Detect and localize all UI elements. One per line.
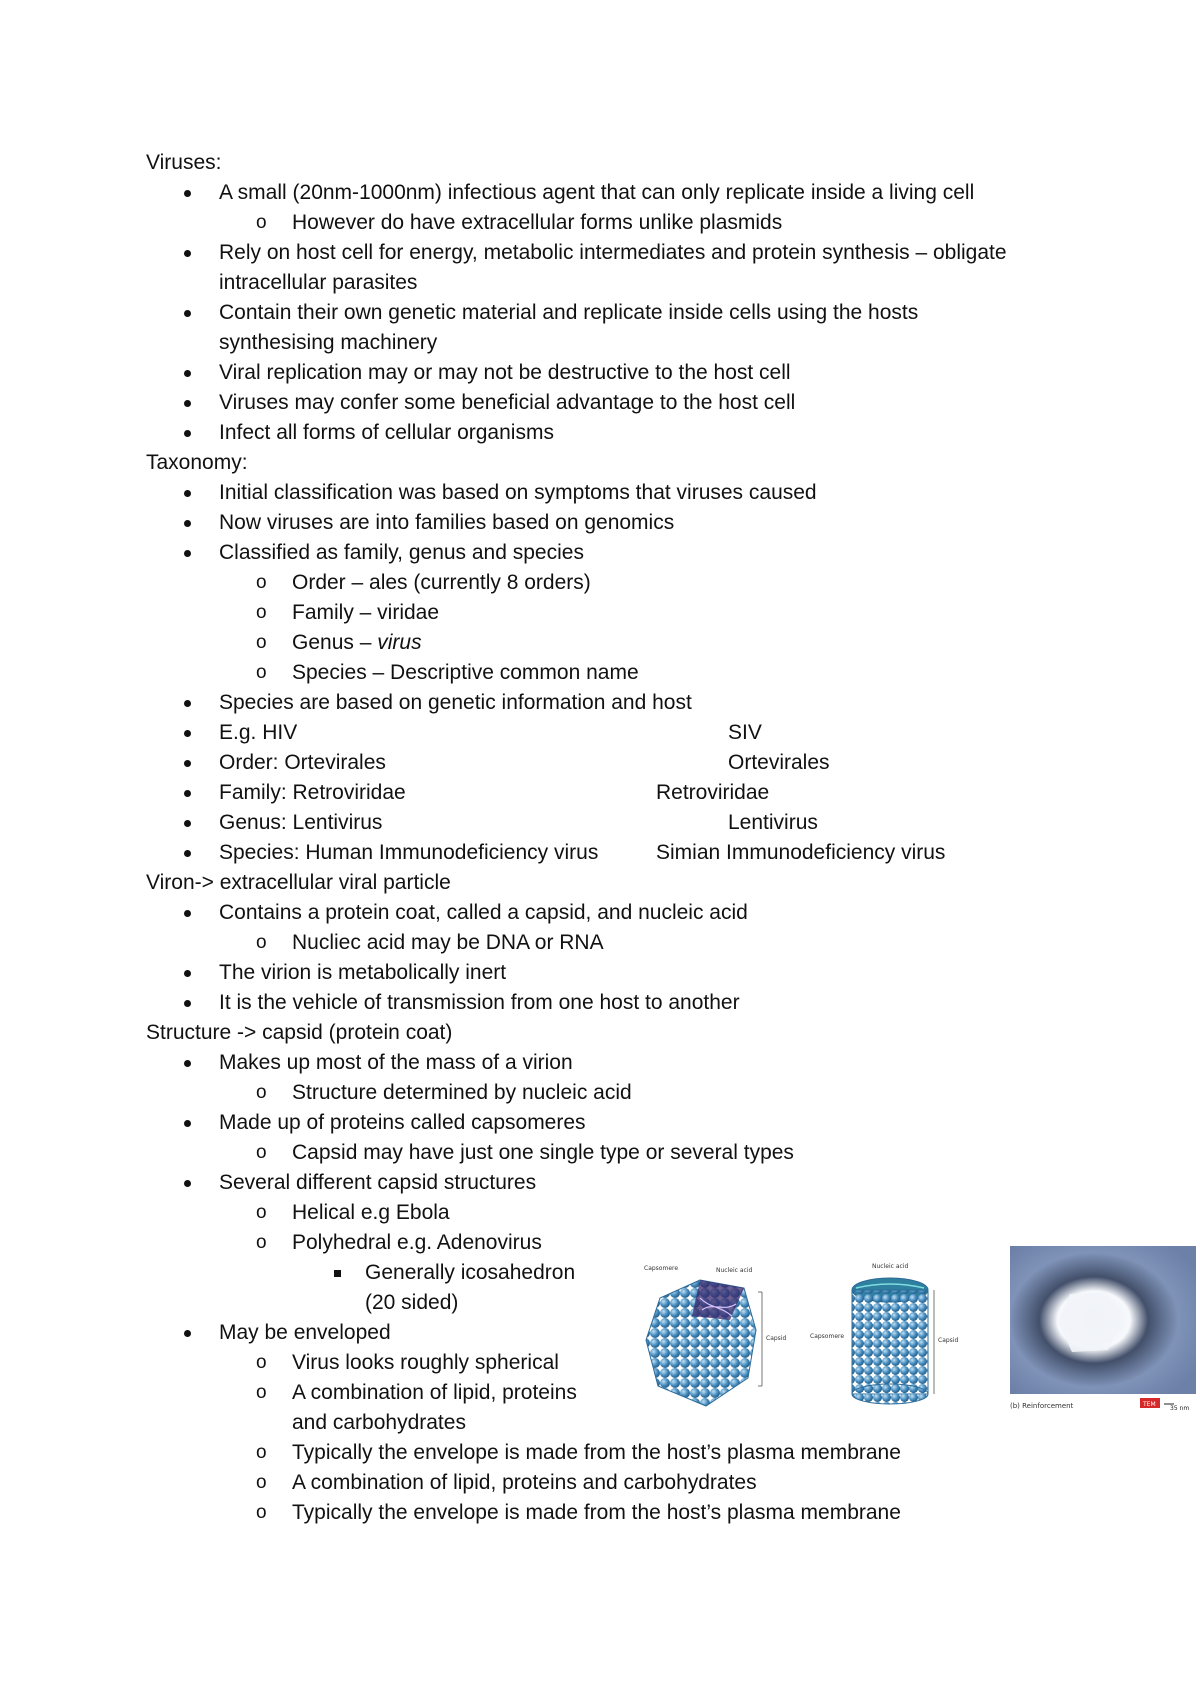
- comparison-row: [146, 778, 1146, 808]
- siv-cell: Lentivirus: [728, 811, 818, 834]
- label-nucleic-acid: Nucleic acid: [872, 1263, 909, 1270]
- tem-badge-label: TEM: [1143, 1401, 1156, 1408]
- bullet: Viruses may confer some beneficial advantage to the host cell: [146, 388, 1146, 418]
- sub-sub-bullet: Generally icosahedron: [146, 1258, 1146, 1288]
- bullet-continuation: synthesising machinery: [219, 331, 438, 354]
- bullet: The virion is metabolically inert: [146, 958, 1146, 988]
- siv-cell: SIV: [728, 721, 762, 744]
- bullet: It is the vehicle of transmission from one host to another: [146, 988, 1146, 1018]
- sub-bullet: o A combination of lipid, proteins and carbohydrates: [146, 1468, 1146, 1498]
- label-capsid: Capsid: [766, 1335, 787, 1342]
- scale-bar-label: 35 nm: [1170, 1405, 1190, 1412]
- siv-cell: Ortevirales: [728, 751, 830, 774]
- sub-bullet: o Nucliec acid may be DNA or RNA: [146, 928, 1146, 958]
- comparison-row: [146, 808, 1146, 838]
- sub-bullet-continuation: and carbohydrates: [292, 1411, 466, 1434]
- genus-italic: virus: [377, 631, 422, 654]
- bullet: Infect all forms of cellular organisms: [146, 418, 1146, 448]
- bullet: Several different capsid structures: [146, 1168, 1146, 1198]
- label-capsomere: Capsomere: [644, 1265, 679, 1272]
- bullet: Classified as family, genus and species: [146, 538, 1146, 568]
- sub-bullet: o Species – Descriptive common name: [146, 658, 1146, 688]
- comparison-row: [146, 838, 1146, 868]
- label-capsid: Capsid: [938, 1337, 959, 1344]
- sub-bullet: o Structure determined by nucleic acid: [146, 1078, 1146, 1108]
- heading-structure: Structure -> capsid (protein coat): [146, 1021, 453, 1044]
- hiv-cell: Genus: Lentivirus: [219, 811, 383, 834]
- sub-bullet: o However do have extracellular forms unlike plasmids: [146, 208, 1146, 238]
- hiv-cell: Order: Ortevirales: [219, 751, 386, 774]
- sub-bullet: o Helical e.g Ebola: [146, 1198, 1146, 1228]
- heading-viruses: Viruses:: [146, 151, 222, 174]
- heading-taxonomy: Taxonomy:: [146, 451, 248, 474]
- label-nucleic-acid: Nucleic acid: [716, 1267, 753, 1274]
- label-capsomere: Capsomere: [810, 1333, 845, 1340]
- hiv-cell: Family: Retroviridae: [219, 781, 406, 804]
- sub-bullet-genus: [146, 628, 1146, 658]
- sub-bullet: o Order – ales (currently 8 orders): [146, 568, 1146, 598]
- heading-viron: Viron-> extracellular viral particle: [146, 871, 451, 894]
- sub-bullet: o A combination of lipid, proteins: [146, 1378, 1146, 1408]
- bullet: Initial classification was based on symptoms that viruses caused: [146, 478, 1146, 508]
- bullet: A small (20nm-1000nm) infectious agent that can only replicate inside a living cell: [146, 178, 1146, 208]
- bullet: Made up of proteins called capsomeres: [146, 1108, 1146, 1138]
- bullet: Viral replication may or may not be destructive to the host cell: [146, 358, 1146, 388]
- bullet-continuation: intracellular parasites: [219, 271, 418, 294]
- bullet: Contain their own genetic material and replicate inside cells using the hosts: [146, 298, 1146, 328]
- comparison-row: [146, 748, 1146, 778]
- bullet: Contains a protein coat, called a capsid, and nucleic acid: [146, 898, 1146, 928]
- bullet: Makes up most of the mass of a virion: [146, 1048, 1146, 1078]
- siv-cell: Retroviridae: [656, 781, 770, 804]
- bullet: Now viruses are into families based on genomics: [146, 508, 1146, 538]
- hiv-cell: E.g. HIV: [219, 721, 298, 744]
- hiv-cell: Species: Human Immunodeficiency virus: [219, 841, 599, 864]
- bullet: Species are based on genetic information and host: [146, 688, 1146, 718]
- sub-sub-continuation: (20 sided): [365, 1291, 459, 1314]
- genus-prefix: Genus –: [292, 631, 378, 654]
- bullet: Rely on host cell for energy, metabolic intermediates and protein synthesis – obligate: [146, 238, 1146, 268]
- micrograph-caption: (b) Reinforcement: [1010, 1402, 1074, 1410]
- icosahedral-capsid-figure: [640, 1258, 800, 1418]
- sub-bullet: o Capsid may have just one single type or several types: [146, 1138, 1146, 1168]
- sub-bullet: o Polyhedral e.g. Adenovirus: [146, 1228, 1146, 1258]
- sub-bullet: o Typically the envelope is made from the host’s plasma membrane: [146, 1498, 1146, 1528]
- siv-cell: Simian Immunodeficiency virus: [656, 841, 946, 864]
- sub-bullet: o Virus looks roughly spherical: [146, 1348, 1146, 1378]
- sub-bullet: o Family – viridae: [146, 598, 1146, 628]
- comparison-row: [146, 718, 1146, 748]
- micrograph-figure: [1010, 1246, 1196, 1414]
- bullet: May be enveloped: [146, 1318, 1146, 1348]
- helical-capsid-figure: [810, 1258, 970, 1418]
- sub-bullet: o Typically the envelope is made from the host’s plasma membrane: [146, 1438, 1146, 1468]
